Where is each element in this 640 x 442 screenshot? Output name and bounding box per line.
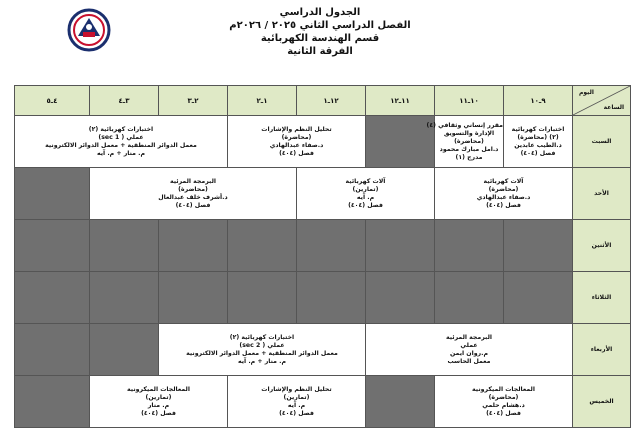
time-header-row [15, 86, 631, 116]
class-detail-line: (محاضرة) [488, 185, 519, 193]
day-row-wednesday [15, 324, 631, 376]
class-detail-line: مقرر إنساني وثقافي (٤) [426, 121, 503, 129]
class-detail-line: فصل (٤٠٤) [348, 201, 383, 209]
day-row-sunday [15, 168, 631, 220]
class-detail-line: اختبارات كهربائية (٢) [229, 333, 295, 341]
class-cell [15, 116, 228, 168]
class-detail-line: فصل (٤٠٤) [520, 149, 556, 157]
institute-logo [56, 8, 122, 52]
class-detail-line: (تمارين) [283, 393, 310, 401]
class-detail-line: (محاضرة) [281, 133, 312, 141]
class-detail-line: فصل (٤٠٤) [486, 201, 521, 209]
class-detail-line: (محاضرة) [178, 185, 208, 193]
empty-slot [159, 220, 228, 272]
corner-cell [573, 86, 631, 116]
class-detail-line: المعالجات الميكرونية [127, 385, 190, 393]
class-detail-line: د.أشرف خلف عبدالعال [158, 193, 228, 201]
class-detail-line: (٢) (محاضرة) [517, 133, 559, 141]
class-cell [435, 376, 573, 428]
class-cell [228, 116, 366, 168]
class-detail-line: (تمارين) [352, 185, 379, 193]
class-detail-line: عملي ( sec 1) [98, 133, 144, 141]
class-detail-line: فصل (٤٠٤) [141, 409, 176, 417]
class-detail-line: م. منار [147, 401, 170, 409]
day-label: الثلاثاء [573, 272, 631, 324]
empty-slot [297, 220, 366, 272]
class-detail-line: البرمجة المرئية [445, 333, 493, 341]
empty-slot [15, 376, 90, 428]
corner-time-label: الساعة [603, 104, 624, 111]
class-cell [228, 376, 366, 428]
schedule-table [14, 85, 631, 428]
class-detail-line: تحليل النظم والإشارات [261, 385, 332, 393]
class-cell [159, 324, 366, 376]
class-cell [426, 116, 504, 168]
time-slot: ١١ـ١٢ [366, 86, 435, 116]
empty-slot [15, 272, 90, 324]
day-label: الأحد [573, 168, 631, 220]
class-detail-line: فصل (٤٠٤) [279, 409, 314, 417]
class-detail-line: فصل (٤٠٤) [486, 409, 521, 417]
class-detail-line: د.امل مبارك محمود [439, 145, 499, 153]
empty-slot [90, 220, 159, 272]
empty-slot [366, 220, 435, 272]
class-detail-line: الإدارة والتسويق [443, 129, 495, 137]
empty-slot [504, 220, 573, 272]
class-detail-line: م. منار + م. آيه [96, 149, 145, 157]
class-detail-line: اختبارات كهربائية (٢) [88, 125, 154, 133]
empty-slot [15, 220, 90, 272]
day-row-saturday [15, 116, 631, 168]
class-detail-line: آلات كهربائية [345, 177, 386, 185]
class-cell [366, 324, 573, 376]
class-detail-line: آلات كهربائية [483, 177, 524, 185]
empty-slot [504, 272, 573, 324]
class-detail-line: م. منار + م. آيه [237, 357, 286, 365]
time-slot: ١ـ٢ [228, 86, 297, 116]
class-cell [90, 168, 297, 220]
empty-slot [159, 272, 228, 324]
day-label: الأثنين [573, 220, 631, 272]
empty-slot [15, 324, 90, 376]
time-slot: ٣ـ٤ [90, 86, 159, 116]
day-label: الخميس [573, 376, 631, 428]
schedule-title: الجدول الدراسي [279, 7, 361, 18]
class-detail-line: فصل (٤٠٤) [279, 149, 314, 157]
class-detail-line: (تمارين) [145, 393, 172, 401]
empty-slot [90, 272, 159, 324]
class-detail-line: معمل الدوائر المنطقية + معمل الدوائر الالكترونية [45, 141, 197, 149]
class-cell [435, 168, 573, 220]
time-slot: ٢ـ٣ [159, 86, 228, 116]
class-detail-line: البرمجة المرئية [169, 177, 217, 185]
empty-slot [228, 272, 297, 324]
class-detail-line: م.روان ايمن [449, 349, 488, 357]
time-slot: ١٠ـ١١ [435, 86, 504, 116]
day-row-thursday [15, 376, 631, 428]
class-detail-line: د.هشام حلمي [482, 401, 525, 409]
class-detail-line: د.الطيب عابدين [514, 141, 562, 149]
class-detail-line: معمل الدوائر المنطقية + معمل الدوائر الالكترونية [186, 349, 338, 357]
day-row-tuesday [15, 272, 631, 324]
department-title: قسم الهندسة الكهربائية [260, 33, 380, 44]
day-label: الأربعاء [573, 324, 631, 376]
class-detail-line: معمل الحاسب [447, 357, 491, 365]
class-detail-line: (محاضرة) [454, 137, 484, 145]
class-detail-line: المعالجات الميكرونية [472, 385, 535, 393]
year-title: الفرقة الثانية [287, 46, 353, 57]
class-cell [90, 376, 228, 428]
empty-slot [366, 116, 435, 168]
class-cell [504, 116, 573, 168]
empty-slot [366, 272, 435, 324]
class-detail-line: عملي ( sec 2) [239, 341, 285, 349]
empty-slot [90, 324, 159, 376]
class-detail-line: (محاضرة) [488, 393, 519, 401]
class-detail-line: م. آيه [287, 401, 306, 409]
class-detail-line: د.صفاء عبدالهادي [269, 141, 324, 149]
time-slot: ١٢ـ١ [297, 86, 366, 116]
empty-slot [228, 220, 297, 272]
class-detail-line: م. آيه [356, 193, 375, 201]
corner-day-label: اليوم [579, 89, 594, 96]
class-cell [297, 168, 435, 220]
day-label: السبت [573, 116, 631, 168]
class-detail-line: مدرج (١) [455, 153, 483, 161]
day-row-monday [15, 220, 631, 272]
time-slot: ٤ـ٥ [15, 86, 90, 116]
empty-slot [366, 376, 435, 428]
empty-slot [15, 168, 90, 220]
class-detail-line: اختبارات كهربائية [511, 125, 565, 133]
empty-slot [435, 220, 504, 272]
class-detail-line: عملي [460, 341, 478, 349]
empty-slot [297, 272, 366, 324]
semester-title: الفصل الدراسي الثاني ٢٠٢٥ / ٢٠٢٦م [229, 20, 411, 31]
class-detail-line: د.صفاء عبدالهادي [476, 193, 531, 201]
class-detail-line: فصل (٤٠٤) [175, 201, 211, 209]
empty-slot [435, 272, 504, 324]
time-slot: ٩ـ١٠ [504, 86, 573, 116]
class-detail-line: تحليل النظم والإشارات [261, 125, 332, 133]
